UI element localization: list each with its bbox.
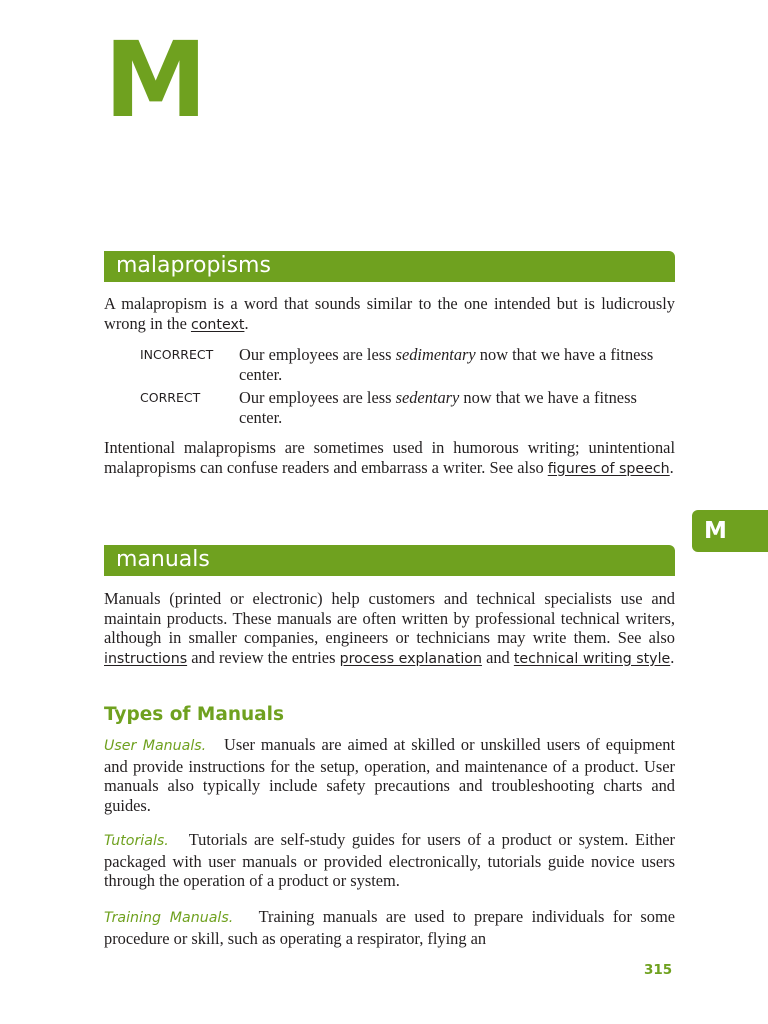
malapropisms-intro-text: A malapropism is a word that sounds similar to the one intended but is ludicrously wrong in the [104, 294, 675, 333]
user-manuals-label: User Manuals. [104, 738, 207, 754]
tutorials-text: Tutorials are self-study guides for users of a product or system. Either packaged with user manuals or provided electronically, tutorials guide novice users through the operation of a product or system. [104, 830, 675, 890]
manuals-intro-mid-1: and review the entries [187, 647, 340, 667]
process-explanation-link[interactable]: process explanation [339, 650, 482, 667]
malapropisms-intro-end: . [244, 313, 249, 333]
technical-writing-style-link[interactable]: technical writing style [513, 650, 671, 667]
page-number: 315 [644, 962, 673, 978]
incorrect-label: INCORRECT [140, 347, 214, 362]
manuals-heading: manuals [104, 545, 675, 576]
tutorials-label: Tutorials. [104, 833, 169, 849]
correct-example [239, 388, 675, 427]
incorrect-example-start: Our employees are less [239, 345, 396, 364]
malapropisms-paragraph-2-text: Intentional malapropisms are sometimes used in humorous writing; unintentional malapropisms can confuse readers and embarrass a writer. See also [104, 438, 675, 477]
manuals-intro [104, 589, 675, 669]
malapropisms-intro [104, 294, 675, 335]
correct-example-end: now that we have a fitness center. [239, 388, 637, 427]
manuals-intro-end: . [670, 647, 675, 667]
incorrect-example-end: now that we have a fitness center. [239, 345, 654, 384]
malapropisms-paragraph-2-end: . [669, 457, 674, 477]
tutorials-paragraph [104, 830, 675, 891]
chapter-letter: M [104, 19, 204, 141]
user-manuals-text: User manuals are aimed at skilled or unskilled users of equipment and provide instructions for the setup, operation, and maintenance of a product. User manuals also typically include safety precautions and troubleshooting charts and guides. [104, 735, 675, 815]
instructions-link[interactable]: instructions [104, 650, 188, 667]
correct-word: sedentary [395, 388, 460, 407]
types-of-manuals-heading: Types of Manuals [104, 704, 284, 725]
malapropisms-heading: malapropisms [104, 251, 675, 282]
incorrect-example [239, 345, 675, 384]
context-link[interactable]: context [190, 316, 245, 333]
training-manuals-text: Training manuals are used to prepare individuals for some procedure or skill, such as operating a respirator, flying an [104, 907, 675, 948]
figures-of-speech-link[interactable]: figures of speech [547, 460, 670, 477]
manuals-intro-mid-2: and [481, 647, 514, 667]
correct-label: CORRECT [140, 390, 201, 405]
training-manuals-paragraph [104, 907, 675, 948]
manuals-intro-text: Manuals (printed or electronic) help customers and technical specialists use and maintain products. These manuals are often written by professional technical writers, although in smaller companies, engineers or technicians may write them. See also [104, 589, 675, 647]
section-tab-m: M [692, 510, 768, 552]
correct-example-start: Our employees are less [239, 388, 396, 407]
user-manuals-paragraph [104, 735, 675, 815]
incorrect-word: sedimentary [395, 345, 476, 364]
malapropisms-paragraph-2 [104, 438, 675, 479]
training-manuals-label: Training Manuals. [104, 910, 234, 926]
